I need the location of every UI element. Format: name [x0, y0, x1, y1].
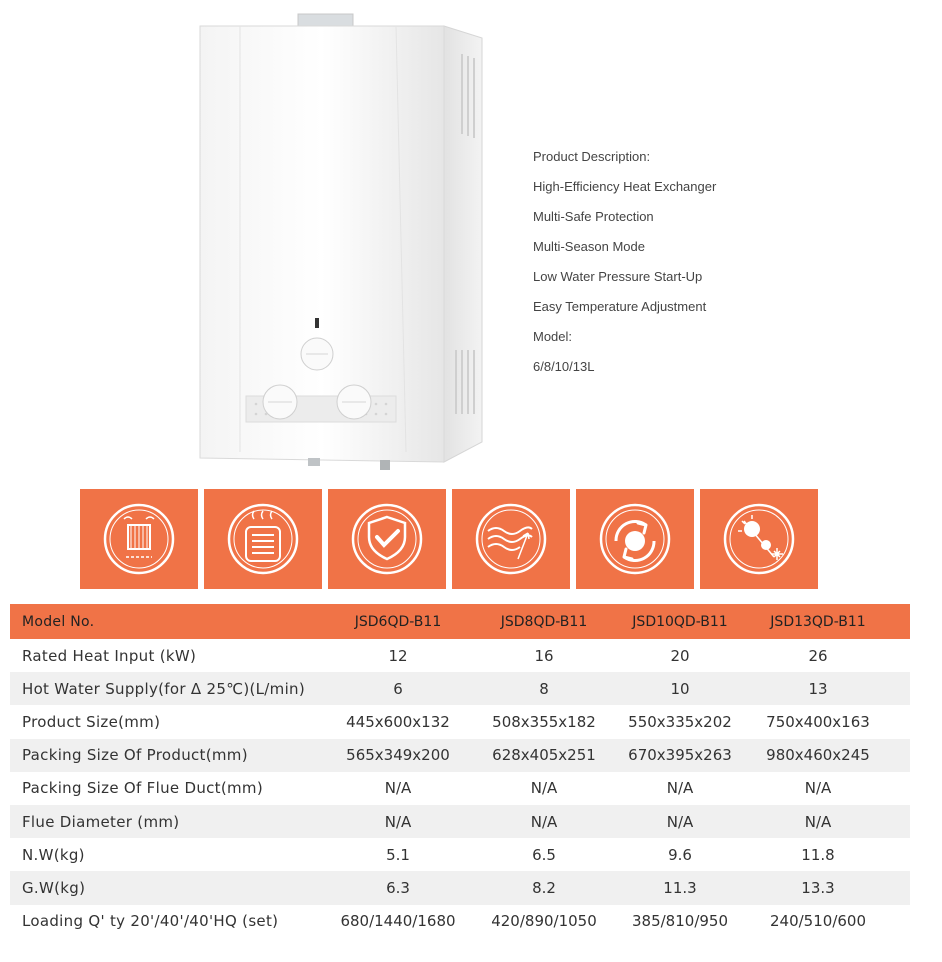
table-cell: N/A [530, 812, 558, 831]
table-cell: 13 [808, 679, 828, 698]
table-header-cell: Model No. [22, 613, 95, 630]
sun-snowflake-icon [700, 489, 818, 589]
table-cell: 565x349x200 [346, 746, 450, 765]
table-cell: 680/1440/1680 [340, 912, 456, 931]
description-line: Low Water Pressure Start-Up [533, 269, 703, 284]
table-cell: 385/810/950 [632, 912, 728, 931]
table-cell: 6.3 [386, 878, 410, 897]
description-line: Multi-Season Mode [533, 239, 645, 254]
row-label: Rated Heat Input (kW) [22, 646, 197, 665]
description-line: Multi-Safe Protection [533, 209, 654, 224]
spec-table [10, 604, 910, 938]
table-cell: N/A [384, 812, 412, 831]
feature-tile [328, 489, 446, 589]
heat-exchanger-icon [80, 489, 198, 589]
table-row [10, 639, 910, 672]
table-cell: 508x355x182 [492, 712, 596, 731]
table-cell: 12 [388, 646, 408, 665]
table-cell: 6 [393, 679, 403, 698]
table-cell: 445x600x132 [346, 712, 450, 731]
table-row [10, 805, 910, 838]
table-cell: 750x400x163 [766, 712, 870, 731]
table-header-cell: JSD13QD-B11 [770, 613, 866, 630]
table-cell: 13.3 [801, 878, 835, 897]
water-heater-illustration [196, 12, 486, 474]
table-header-cell: JSD10QD-B11 [632, 613, 728, 630]
description-line: Easy Temperature Adjustment [533, 299, 707, 314]
season-cycle-icon [576, 489, 694, 589]
table-cell: 550x335x202 [628, 712, 732, 731]
table-cell: 6.5 [532, 845, 556, 864]
table-cell: 8.2 [532, 878, 556, 897]
feature-icon-strip [80, 489, 820, 589]
table-cell: 16 [534, 646, 554, 665]
row-label: Packing Size Of Product(mm) [22, 746, 248, 765]
table-cell: N/A [530, 779, 558, 798]
table-cell: 420/890/1050 [491, 912, 597, 931]
table-row [10, 672, 910, 705]
table-header-cell: JSD6QD-B11 [354, 613, 442, 630]
table-cell: 11.8 [801, 845, 835, 864]
table-header-cell: JSD8QD-B11 [500, 613, 588, 630]
feature-tile [204, 489, 322, 589]
table-cell: 9.6 [668, 845, 692, 864]
feature-tile [80, 489, 198, 589]
feature-tile [452, 489, 570, 589]
table-cell: 628x405x251 [492, 746, 596, 765]
table-cell: 5.1 [386, 845, 410, 864]
table-header-row [10, 604, 910, 639]
table-cell: N/A [384, 779, 412, 798]
shield-check-icon [328, 489, 446, 589]
row-label: Flue Diameter (mm) [22, 812, 180, 831]
table-row [10, 871, 910, 904]
table-cell: 11.3 [663, 878, 697, 897]
table-row [10, 739, 910, 772]
description-line: 6/8/10/13L [533, 359, 595, 374]
table-cell: N/A [666, 779, 694, 798]
feature-tile [700, 489, 818, 589]
table-cell: 8 [539, 679, 549, 698]
table-row [10, 905, 910, 938]
table-cell: 980x460x245 [766, 746, 870, 765]
table-cell: N/A [804, 812, 832, 831]
description-line: Product Description: [533, 149, 651, 164]
table-cell: 240/510/600 [770, 912, 866, 931]
table-row [10, 838, 910, 871]
description-line: High-Efficiency Heat Exchanger [533, 179, 717, 194]
table-cell: N/A [804, 779, 832, 798]
table-cell: 10 [670, 679, 690, 698]
water-flow-icon [452, 489, 570, 589]
heating-coil-icon [204, 489, 322, 589]
row-label: Product Size(mm) [22, 712, 161, 731]
description-line: Model: [533, 329, 573, 344]
table-cell: N/A [666, 812, 694, 831]
table-cell: 670x395x263 [628, 746, 732, 765]
table-cell: 20 [670, 646, 690, 665]
row-label: Hot Water Supply(for Δ 25℃)(L/min) [22, 679, 305, 698]
row-label: Loading Q' ty 20'/40'/40'HQ (set) [22, 912, 279, 931]
feature-tile [576, 489, 694, 589]
row-label: Packing Size Of Flue Duct(mm) [22, 779, 263, 798]
table-row [10, 772, 910, 805]
row-label: G.W(kg) [22, 878, 86, 897]
table-row [10, 705, 910, 738]
product-image [196, 12, 486, 474]
row-label: N.W(kg) [22, 845, 85, 864]
table-cell: 26 [808, 646, 828, 665]
product-description [533, 148, 716, 388]
